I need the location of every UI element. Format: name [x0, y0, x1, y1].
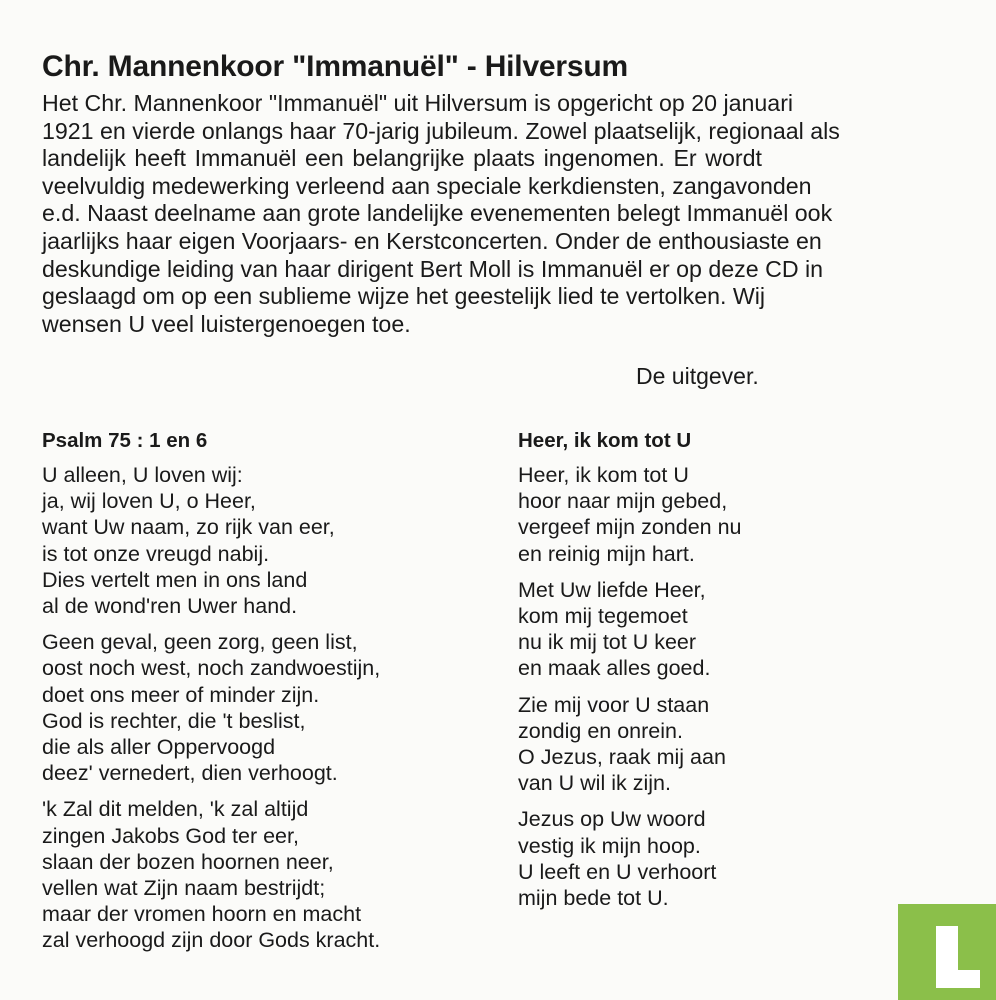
lyric-line: Zie mij voor U staan [518, 692, 710, 717]
stanza [518, 577, 742, 682]
intro-line: veelvuldig medewerking verleend aan speciale kerkdiensten, zangavonden [42, 172, 812, 199]
lyric-line: vestig ik mijn hoop. [518, 833, 701, 858]
lyric-line: O Jezus, raak mij aan [518, 745, 726, 770]
intro-line: jaarlijks haar eigen Voorjaars- en Kerstconcerten. Onder de enthousiaste en [42, 227, 822, 254]
lyric-line: 'k Zal dit melden, 'k zal altijd [42, 797, 309, 822]
intro-paragraph [42, 90, 840, 338]
lyric-line: vergeef mijn zonden nu [518, 515, 742, 540]
lyric-line: die als aller Oppervoogd [42, 735, 276, 760]
song-heer-ik-kom-tot-u [518, 428, 742, 921]
lyric-line: Heer, ik kom tot U [518, 463, 689, 487]
song-title: Heer, ik kom tot U [518, 429, 692, 452]
lyric-line: U alleen, U loven wij: [42, 463, 243, 487]
lyric-line: oost noch west, noch zandwoestijn, [42, 656, 381, 681]
logo-l-stroke-horizontal [936, 970, 980, 988]
intro-line: geslaagd om op een sublieme wijze het geestelijk lied te vertolken. Wij [42, 283, 766, 310]
lyric-line: God is rechter, die 't beslist, [42, 708, 306, 733]
intro-line: landelijk heeft Immanuël een belangrijke plaats ingenomen. Er wordt [42, 145, 762, 172]
lyric-line: want Uw naam, zo rijk van eer, [42, 515, 335, 540]
stanza [42, 629, 380, 786]
lyric-line: en reinig mijn hart. [518, 541, 695, 566]
lyric-line: kom mij tegemoet [518, 604, 688, 629]
lyric-line: Geen geval, geen zorg, geen list, [42, 630, 358, 655]
lyric-line: Jezus op Uw woord [518, 807, 706, 832]
lyric-line: hoor naar mijn gebed, [518, 489, 728, 514]
lyric-line: zondig en onrein. [518, 718, 683, 743]
lyric-line: deez' vernedert, dien verhoogt. [42, 761, 338, 786]
lyric-line: van U wil ik zijn. [518, 771, 671, 796]
lyric-line: Dies vertelt men in ons land [42, 567, 308, 592]
stanza [518, 692, 742, 797]
lyric-line: slaan der bozen hoornen neer, [42, 849, 334, 874]
intro-line: Het Chr. Mannenkoor "Immanuël" uit Hilversum is opgericht op 20 januari [42, 90, 794, 116]
stanza [42, 796, 380, 953]
page-title: Chr. Mannenkoor "Immanuël" - Hilversum [42, 50, 628, 83]
song-psalm-75 [42, 428, 380, 964]
lyric-line: U leeft en U verhoort [518, 859, 717, 884]
stanza [518, 462, 742, 567]
lyric-line: en maak alles goed. [518, 656, 711, 681]
lyric-line: is tot onze vreugd nabij. [42, 541, 270, 566]
stanza [518, 806, 742, 911]
song-title: Psalm 75 : 1 en 6 [42, 429, 208, 452]
lyric-line: al de wond'ren Uwer hand. [42, 594, 298, 619]
lyric-line: doet ons meer of minder zijn. [42, 682, 320, 707]
stanza [42, 462, 380, 619]
lyric-line: mijn bede tot U. [518, 886, 669, 911]
lyric-line: Met Uw liefde Heer, [518, 577, 706, 602]
lyric-line: ja, wij loven U, o Heer, [42, 489, 256, 514]
intro-line: 1921 en vierde onlangs haar 70-jarig jubileum. Zowel plaatselijk, regionaal als [42, 117, 840, 144]
publisher-signature: De uitgever. [636, 363, 759, 389]
lyric-line: vellen wat Zijn naam bestrijdt; [42, 876, 326, 901]
corner-logo-icon [898, 904, 996, 1000]
lyric-line: zal verhoogd zijn door Gods kracht. [42, 928, 381, 953]
lyric-line: zingen Jakobs God ter eer, [42, 823, 299, 848]
intro-line: e.d. Naast deelname aan grote landelijke evenementen belegt Immanuël ook [42, 200, 833, 227]
lyric-line: maar der vromen hoorn en macht [42, 902, 362, 927]
intro-line: deskundige leiding van haar dirigent Bert Moll is Immanuël er op deze CD in [42, 255, 824, 282]
lyric-line: nu ik mij tot U keer [518, 630, 697, 655]
intro-line: wensen U veel luistergenoegen toe. [42, 310, 411, 337]
